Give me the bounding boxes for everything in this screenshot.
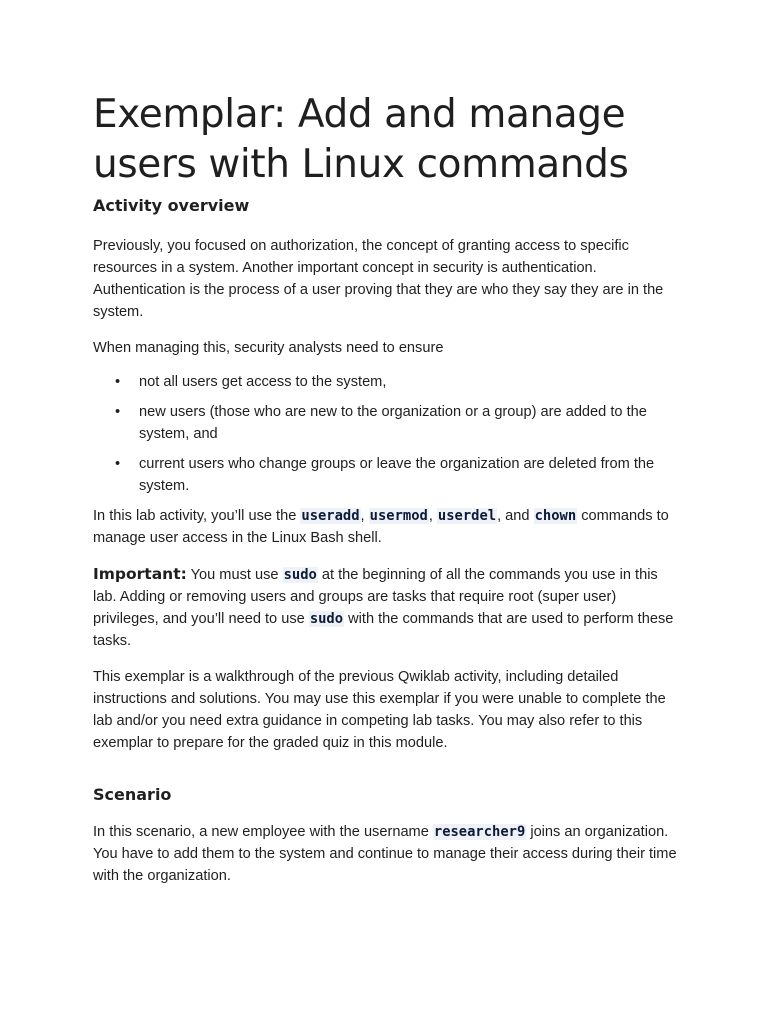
list-item (93, 401, 683, 445)
scenario-heading: Scenario (93, 785, 172, 804)
page-title: Exemplar: Add and manage users with Linux commands (93, 92, 629, 187)
document-page (93, 90, 683, 887)
commands-text-post: commands to manage user access in the Linux Bash shell. (93, 508, 669, 546)
exemplar-paragraph: This exemplar is a walkthrough of the previous Qwiklab activity, including detailed instructions and solutions. You may use this exemplar if you were unable to complete the lab and/or you need extra guidance in competing lab tasks. You may also refer to this exemplar to prepare for the graded quiz in this module. (93, 669, 666, 751)
list-item (93, 371, 683, 393)
bullet-icon: • (115, 456, 121, 472)
important-paragraph (93, 563, 683, 652)
command-usermod: usermod (369, 508, 428, 524)
scenario-paragraph (93, 821, 683, 887)
scenario-text-pre: In this scenario, a new employee with the username (93, 824, 433, 840)
important-text-3: with the commands that are used to perform these tasks. (93, 611, 674, 649)
list-item-text: new users (those who are new to the organization or a group) are added to the system, and (139, 404, 647, 442)
separator-text: , and (497, 508, 534, 524)
scenario-text-post: joins an organization. You have to add them to the system and continue to manage their access during their time with the organization. (93, 824, 677, 884)
bullet-icon: • (115, 374, 121, 390)
commands-text-pre: In this lab activity, you’ll use the (93, 508, 301, 524)
commands-paragraph (93, 505, 683, 549)
list-item-text: current users who change groups or leave the organization are deleted from the system. (139, 456, 655, 494)
important-text-2: at the beginning of all the commands you use in this lab. Adding or removing users and groups are tasks that require root (super user) privileges, and you’ll need to use (93, 567, 658, 627)
separator-text: , (428, 508, 437, 524)
command-sudo: sudo (309, 611, 344, 627)
command-useradd: useradd (301, 508, 360, 524)
requirements-list (93, 371, 683, 497)
list-item-text: not all users get access to the system, (139, 374, 387, 390)
separator-text: , (360, 508, 369, 524)
overview-paragraph-2: When managing this, security analysts need to ensure (93, 340, 444, 356)
important-text-1: You must use (186, 567, 283, 583)
command-chown: chown (534, 508, 577, 524)
bullet-icon: • (115, 404, 121, 420)
username-code: researcher9 (433, 824, 526, 840)
command-sudo: sudo (283, 567, 317, 583)
command-userdel: userdel (437, 508, 497, 524)
list-item (93, 453, 683, 497)
activity-overview-heading: Activity overview (93, 196, 250, 215)
important-label: Important: (93, 565, 187, 583)
overview-paragraph-1: Previously, you focused on authorization, the concept of granting access to specific resources in a system. Another important concept in security is authentication. Authentication is the process of a user proving that they are who they say they are in the system. (93, 238, 664, 320)
